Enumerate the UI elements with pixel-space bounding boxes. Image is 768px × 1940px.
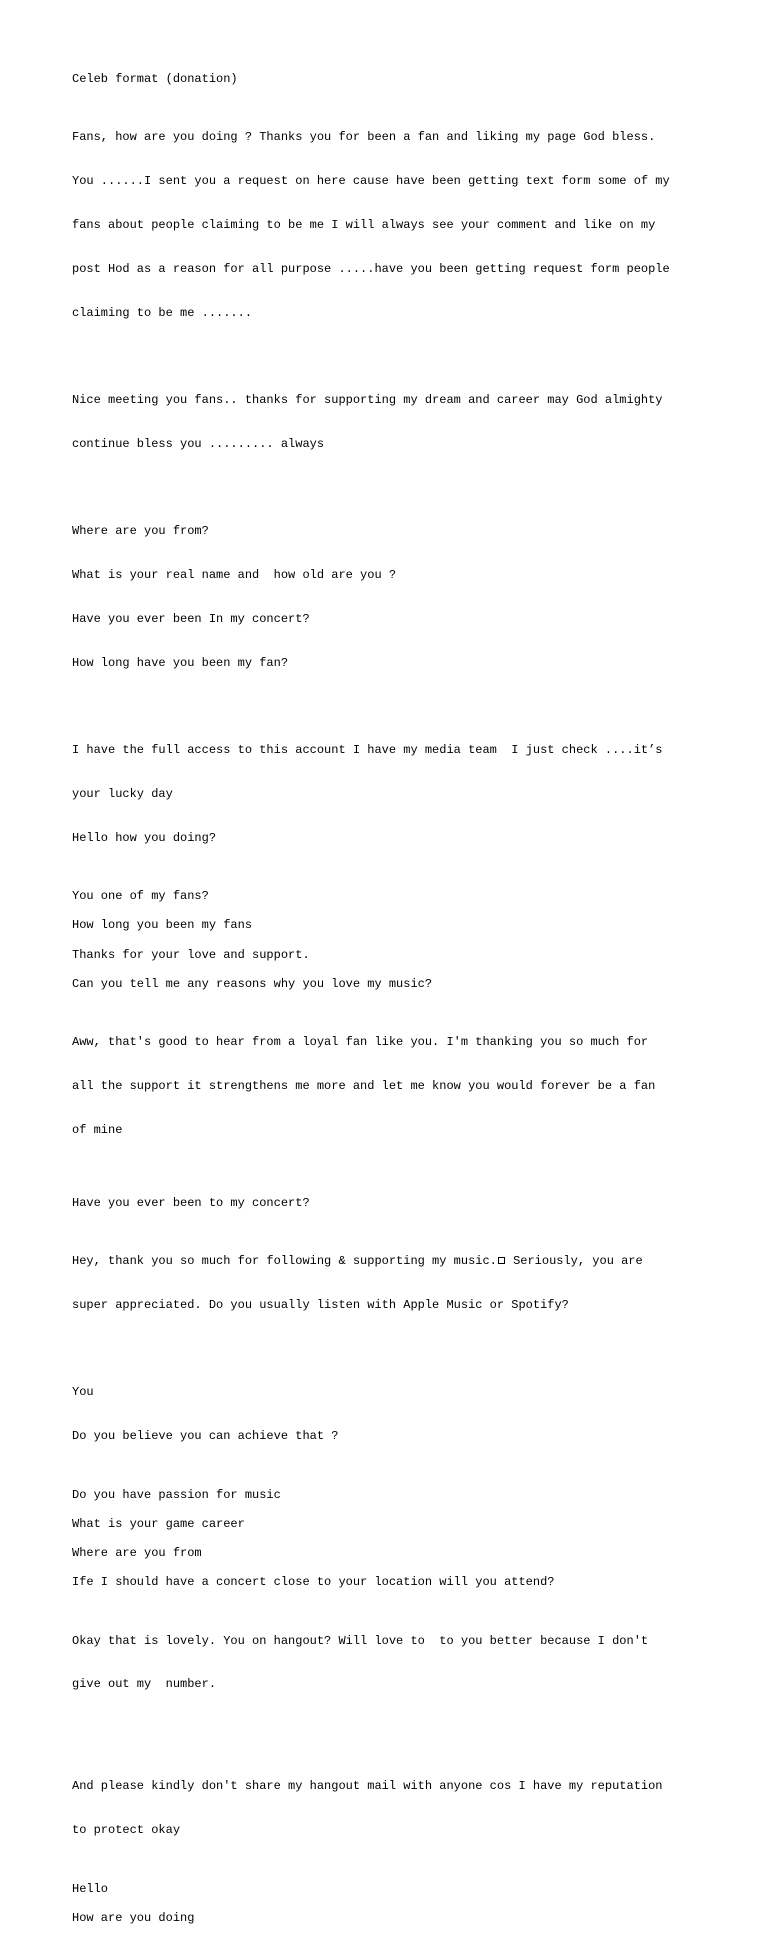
text-line: Where are you from? bbox=[72, 524, 209, 539]
paragraph-game-career: What is your game career bbox=[72, 1516, 245, 1531]
text-line: your lucky day bbox=[72, 787, 173, 802]
paragraph-one-of-fans: You one of my fans? bbox=[72, 889, 209, 904]
blank-gap bbox=[72, 1736, 702, 1751]
text-line: Hello how you doing? bbox=[72, 830, 217, 845]
paragraph-how-doing: How are you doing bbox=[72, 1910, 195, 1925]
text-line: Fans, how are you doing ? Thanks you for been a fan and liking my page God bless. bbox=[72, 130, 656, 145]
text-line: continue bless you ......... always bbox=[72, 436, 325, 451]
document-title: Celeb format (donation) bbox=[72, 72, 238, 86]
text-line: fans about people claiming to be me I will always see your comment and like on my bbox=[72, 217, 656, 232]
text-line: all the support it strengthens me more and let me know you would forever be a fan bbox=[72, 1078, 656, 1093]
text-fragment: Seriously, you are bbox=[505, 1254, 643, 1269]
text-line: Have you ever been In my concert? bbox=[72, 611, 310, 626]
paragraph-hangout-mail bbox=[72, 1750, 702, 1867]
text-line: How long have you been my fan? bbox=[72, 655, 289, 670]
text-line: You ......I sent you a request on here cause have been getting text form some of my bbox=[72, 174, 670, 189]
text-line: Aww, that's good to hear from a loyal fan like you. I'm thanking you so much for bbox=[72, 1035, 649, 1050]
paragraph-concert-location: Ife I should have a concert close to your location will you attend? bbox=[72, 1575, 555, 1590]
paragraph-hangout bbox=[72, 1604, 702, 1721]
paragraph-nice-meeting bbox=[72, 364, 702, 481]
text-line: I have the full access to this account I have my media team I just check ....it’s bbox=[72, 743, 663, 758]
text-fragment: Hey, thank you so much for following & supporting my music. bbox=[72, 1254, 497, 1269]
missing-glyph-icon bbox=[498, 1257, 505, 1264]
text-line: claiming to be me ....... bbox=[72, 305, 253, 320]
text-line: Do you believe you can achieve that ? bbox=[72, 1429, 339, 1444]
paragraph-where-from: Where are you from bbox=[72, 1545, 202, 1560]
paragraph-reasons: Can you tell me any reasons why you love my music? bbox=[72, 976, 433, 991]
text-line: to protect okay bbox=[72, 1823, 181, 1838]
text-line bbox=[72, 1254, 702, 1269]
paragraph-intro bbox=[72, 101, 702, 349]
paragraph-hello: Hello bbox=[72, 1881, 109, 1896]
text-line: post Hod as a reason for all purpose .....have you been getting request form people bbox=[72, 261, 670, 276]
blank-gap bbox=[72, 1181, 702, 1196]
paragraph-loyal-fan bbox=[72, 1006, 702, 1167]
paragraph-how-long: How long you been my fans bbox=[72, 918, 253, 933]
text-line: super appreciated. Do you usually listen with Apple Music or Spotify? bbox=[72, 1297, 569, 1312]
document-body bbox=[72, 72, 702, 1940]
text-line: give out my number. bbox=[72, 1677, 217, 1692]
text-line: You bbox=[72, 1385, 94, 1400]
text-line: Nice meeting you fans.. thanks for supporting my dream and career may God almighty bbox=[72, 393, 663, 408]
text-line: of mine bbox=[72, 1122, 123, 1137]
paragraph-thanks: Thanks for your love and support. bbox=[72, 947, 310, 962]
text-line: Okay that is lovely. You on hangout? Will love to to you better because I don't bbox=[72, 1633, 649, 1648]
paragraph-passion: Do you have passion for music bbox=[72, 1487, 281, 1502]
paragraph-following bbox=[72, 1225, 702, 1342]
paragraph-full-access bbox=[72, 714, 702, 875]
paragraph-believe bbox=[72, 1356, 702, 1473]
text-line: What is your real name and how old are you ? bbox=[72, 568, 397, 583]
text-line: And please kindly don't share my hangout mail with anyone cos I have my reputation bbox=[72, 1779, 663, 1794]
paragraph-concert: Have you ever been to my concert? bbox=[72, 1195, 310, 1210]
paragraph-questions bbox=[72, 495, 702, 699]
